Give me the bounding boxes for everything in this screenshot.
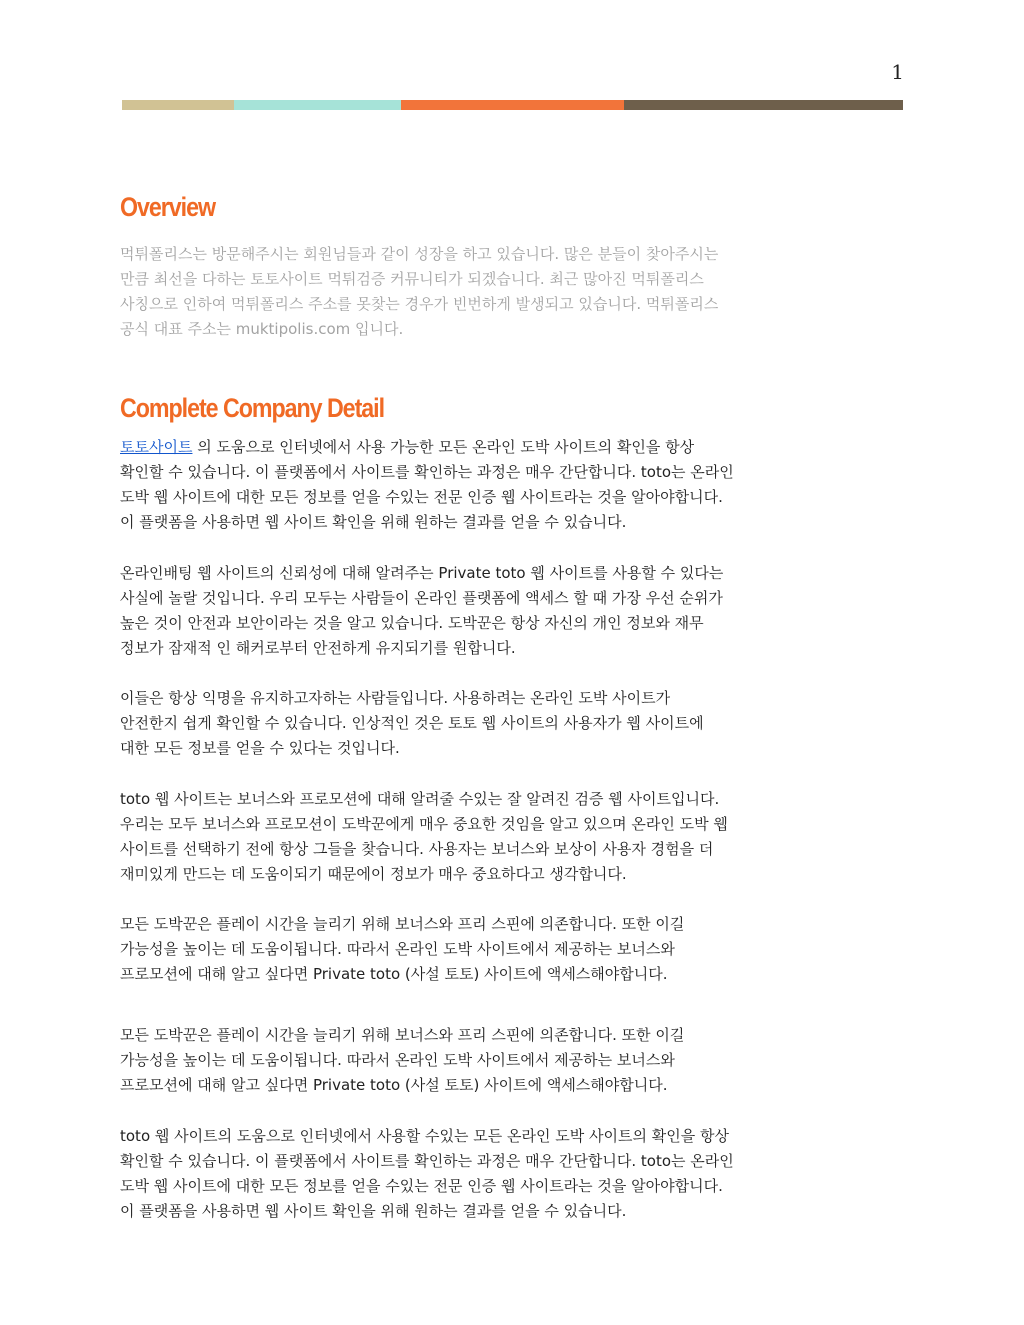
paragraph-line: 확인할 수 있습니다. 이 플랫폼에서 사이트를 확인하는 과정은 매우 간단합니다. toto는 온라인 <box>120 1152 734 1170</box>
overview-line: 사칭으로 인하여 먹튀폴리스 주소를 못찾는 경우가 빈번하게 발생되고 있습니다. 먹튀폴리스 <box>120 295 719 313</box>
paragraph-line: 이 플랫폼을 사용하면 웹 사이트 확인을 위해 원하는 결과를 얻을 수 있습니다. <box>120 1202 627 1220</box>
body-paragraph <box>120 561 723 661</box>
paragraph-line: 온라인배팅 웹 사이트의 신뢰성에 대해 알려주는 Private toto 웹 사이트를 사용할 수 있다는 <box>120 564 724 582</box>
body-paragraph <box>120 787 728 887</box>
paragraph-line-text: 의 도움으로 인터넷에서 사용 가능한 모든 온라인 도박 사이트의 확인을 항상 <box>192 438 695 456</box>
overview-heading: Overview <box>120 192 216 222</box>
body-paragraph <box>120 686 704 761</box>
paragraph-line: 프로모션에 대해 알고 싶다면 Private toto (사설 토토) 사이트에 액세스해야합니다. <box>120 1076 668 1094</box>
overview-paragraph <box>120 242 718 342</box>
body-paragraph <box>120 1023 684 1098</box>
toto-site-link[interactable]: 토토사이트 <box>120 438 193 456</box>
color-bar-segment <box>401 100 624 110</box>
paragraph-line: 확인할 수 있습니다. 이 플랫폼에서 사이트를 확인하는 과정은 매우 간단합니다. toto는 온라인 <box>120 463 734 481</box>
paragraph-line: 재미있게 만드는 데 도움이되기 때문에이 정보가 매우 중요하다고 생각합니다. <box>120 865 627 883</box>
color-bar-segment <box>122 100 234 110</box>
paragraph-line: 안전한지 쉽게 확인할 수 있습니다. 인상적인 것은 토토 웹 사이트의 사용자가 웹 사이트에 <box>120 714 704 732</box>
paragraph-line: 모든 도박꾼은 플레이 시간을 늘리기 위해 보너스와 프리 스핀에 의존합니다. 또한 이길 <box>120 1026 685 1044</box>
paragraph-line: toto 웹 사이트의 도움으로 인터넷에서 사용할 수있는 모든 온라인 도박 사이트의 확인을 항상 <box>120 1127 729 1145</box>
paragraph-line: 사이트를 선택하기 전에 항상 그들을 찾습니다. 사용자는 보너스와 보상이 사용자 경험을 더 <box>120 840 714 858</box>
paragraph-line: 가능성을 높이는 데 도움이됩니다. 따라서 온라인 도박 사이트에서 제공하는 보너스와 <box>120 940 675 958</box>
paragraph-line: 이 플랫폼을 사용하면 웹 사이트 확인을 위해 원하는 결과를 얻을 수 있습니다. <box>120 513 627 531</box>
company-detail-heading: Complete Company Detail <box>120 393 384 423</box>
paragraph-line <box>120 435 734 460</box>
paragraph-line: 프로모션에 대해 알고 싶다면 Private toto (사설 토토) 사이트에 액세스해야합니다. <box>120 965 668 983</box>
paragraph-line: 정보가 잠재적 인 해커로부터 안전하게 유지되기를 원합니다. <box>120 639 516 657</box>
color-bar-segment <box>234 100 401 110</box>
paragraph-line: 사실에 놀랄 것입니다. 우리 모두는 사람들이 온라인 플랫폼에 액세스 할 때 가장 우선 순위가 <box>120 589 723 607</box>
paragraph-line: 도박 웹 사이트에 대한 모든 정보를 얻을 수있는 전문 인증 웹 사이트라는 것을 알아야합니다. <box>120 1177 723 1195</box>
body-paragraph <box>120 912 684 987</box>
paragraph-line: 대한 모든 정보를 얻을 수 있다는 것입니다. <box>120 739 400 757</box>
paragraph-line: toto 웹 사이트는 보너스와 프로모션에 대해 알려줄 수있는 잘 알려진 검증 웹 사이트입니다. <box>120 790 720 808</box>
paragraph-line: 우리는 모두 보너스와 프로모션이 도박꾼에게 매우 중요한 것임을 알고 있으며 온라인 도박 웹 <box>120 815 728 833</box>
overview-line: 공식 대표 주소는 muktipolis.com 입니다. <box>120 320 404 338</box>
body-paragraph <box>120 435 734 535</box>
paragraph-line: 모든 도박꾼은 플레이 시간을 늘리기 위해 보너스와 프리 스핀에 의존합니다. 또한 이길 <box>120 915 685 933</box>
paragraph-line: 도박 웹 사이트에 대한 모든 정보를 얻을 수있는 전문 인증 웹 사이트라는 것을 알아야합니다. <box>120 488 723 506</box>
paragraph-line: 이들은 항상 익명을 유지하고자하는 사람들입니다. 사용하려는 온라인 도박 사이트가 <box>120 689 671 707</box>
page-number: 1 <box>891 60 904 84</box>
decorative-color-bar <box>122 100 903 110</box>
paragraph-line: 가능성을 높이는 데 도움이됩니다. 따라서 온라인 도박 사이트에서 제공하는 보너스와 <box>120 1051 675 1069</box>
overview-line: 만큼 최선을 다하는 토토사이트 먹튀검증 커뮤니티가 되겠습니다. 최근 많아진 먹튀폴리스 <box>120 270 704 288</box>
paragraph-line: 높은 것이 안전과 보안이라는 것을 알고 있습니다. 도박꾼은 항상 자신의 개인 정보와 재무 <box>120 614 704 632</box>
overview-line: 먹튀폴리스는 방문해주시는 회원님들과 같이 성장을 하고 있습니다. 많은 분들이 찾아주시는 <box>120 245 719 263</box>
color-bar-segment <box>624 100 903 110</box>
body-paragraph <box>120 1124 734 1224</box>
